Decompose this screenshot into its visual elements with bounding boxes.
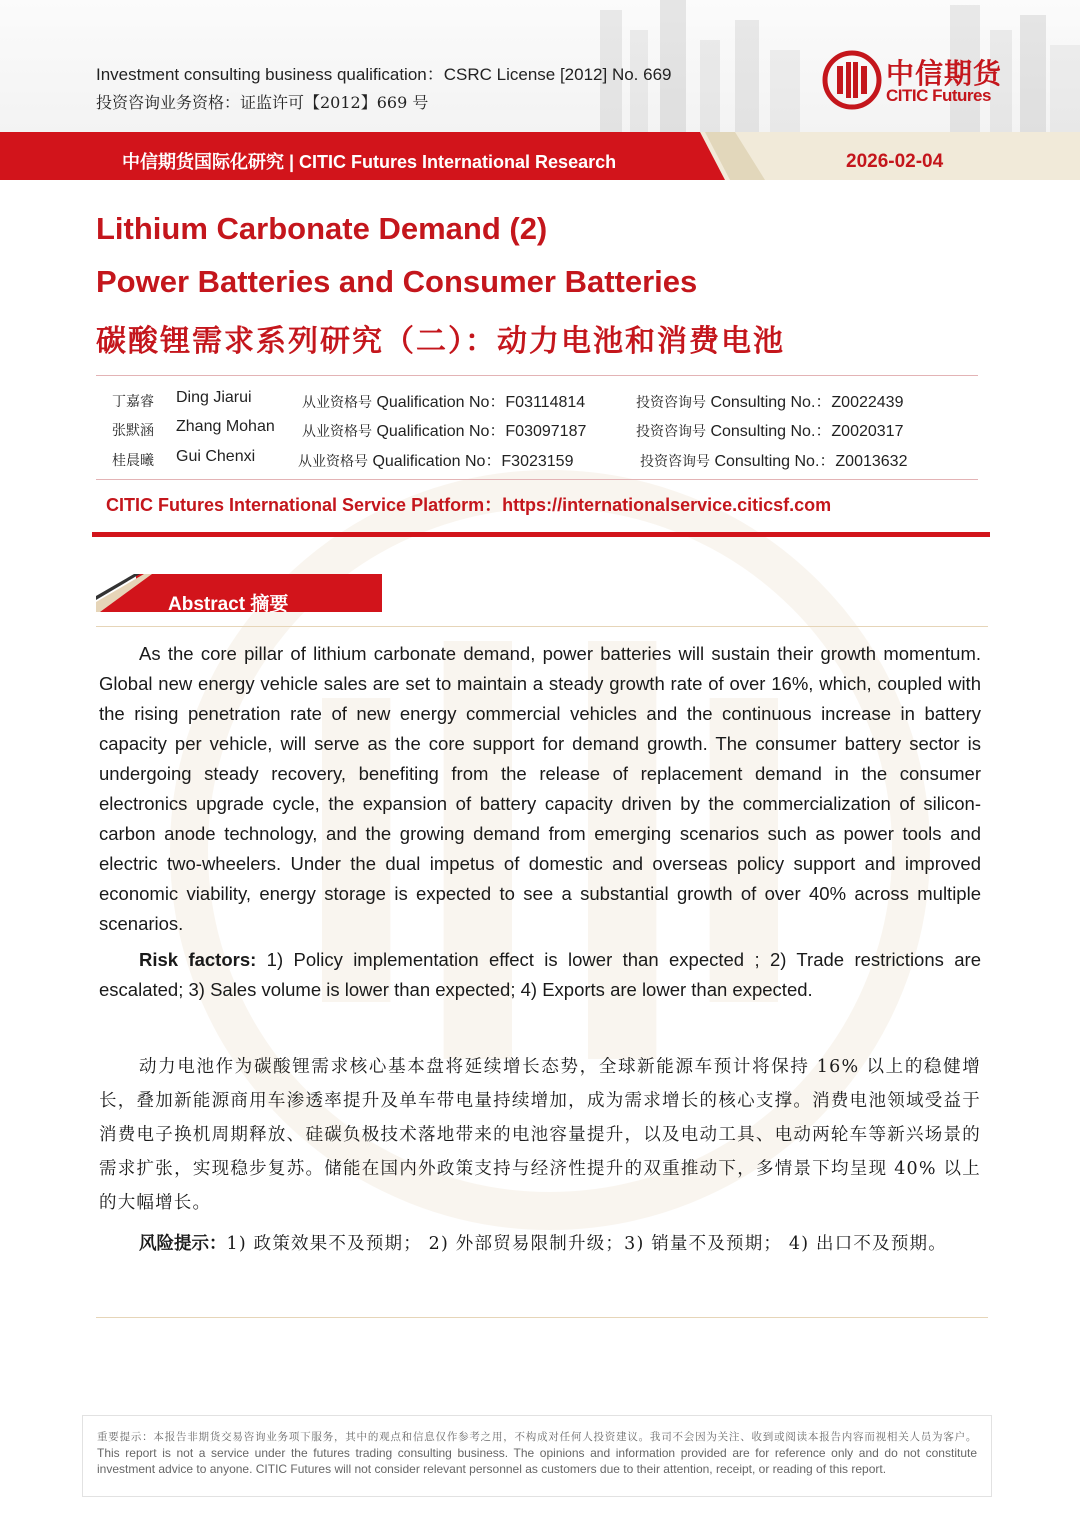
author-name-cn: 桂晨曦: [112, 453, 154, 469]
author-name-cn: 丁嘉睿: [112, 394, 154, 410]
report-title-cn: 碳酸锂需求系列研究（二）：动力电池和消费电池: [96, 324, 785, 359]
risk-label-en: Risk factors:: [139, 949, 257, 970]
report-title-line1: Lithium Carbonate Demand (2): [96, 211, 548, 246]
author-qualification: 从业资格号 Qualification No：F03097187: [302, 423, 587, 440]
section-divider: [92, 532, 990, 537]
author-consulting: 投资咨询号 Consulting No.：Z0022439: [636, 394, 904, 411]
disclaimer-box: [82, 1415, 992, 1497]
report-header: [0, 0, 1080, 132]
author-row: [0, 389, 1080, 413]
author-name-en: Ding Jiarui: [176, 389, 252, 406]
abstract-body-en: As the core pillar of lithium carbonate demand, power batteries will sustain their growth momentum. Global new energy vehicle sales are set to maintain a steady growth rate of over 16%, which, coupled with the rising penetration rate of new energy commercial vehicles and the continuous increase in battery capacity per vehicle, will serve as the core support for demand growth. The consumer battery sector is undergoing steady recovery, benefiting from the release of replacement demand in the consumer electronics upgrade cycle, the expansion of battery capacity driven by the commercialization of silicon-carbon anode technology, and the growing demand from emerging scenarios such as power tools and electric two-wheelers. Under the dual impetus of domestic and overseas policy support and improved economic viability, energy storage is expected to see a substantial growth of over 40% across multiple scenarios.: [99, 643, 981, 934]
author-row: [0, 418, 1080, 442]
service-platform-link[interactable]: CITIC Futures International Service Platform：https://internationalservice.citicsf.com: [106, 495, 832, 515]
abstract-body-cn: 动力电池作为碳酸锂需求核心基本盘将延续增长态势，全球新能源车预计将保持 16% 以上的稳健增长，叠加新能源商用车渗透率提升及单车带电量持续增加，成为需求增长的核心支撑。消费电池领域受益于消费电子换机周期释放、硅碳负极技术落地带来的电池容量提升，以及电动工具、电动两轮车等新兴场景的需求扩张，实现稳步复苏。储能在国内外政策支持与经济性提升的双重推动下，多情景下均呈现 40% 以上的大幅增长。: [99, 1057, 981, 1213]
citic-logo-icon: [822, 50, 882, 110]
report-date: 2026-02-04: [846, 151, 944, 172]
abstract-divider: [96, 626, 988, 627]
author-consulting: 投资咨询号 Consulting No.：Z0013632: [640, 453, 908, 470]
disclaimer-cn: 重要提示：本报告非期货交易咨询业务项下服务，其中的观点和信息仅作参考之用，不构成对任何人投资建议。我司不会因为关注、收到或阅读本报告内容而视相关人员为客户。: [97, 1431, 977, 1443]
risk-factors-en: [99, 945, 981, 1005]
qualification-en: Investment consulting business qualification：CSRC License [2012] No. 669: [96, 65, 672, 84]
author-qualification: 从业资格号 Qualification No：F3023159: [298, 453, 574, 470]
risk-factors-cn: [99, 1227, 981, 1261]
author-name-en: Zhang Mohan: [176, 418, 275, 435]
author-qualification: 从业资格号 Qualification No：F03114814: [302, 394, 586, 411]
risk-text-en: 1) Policy implementation effect is lower than expected ; 2) Trade restrictions are escalated; 3) Sales volume is lower than expected; 4) Exports are lower than expected.: [99, 949, 981, 1000]
abstract-heading: [96, 574, 382, 615]
author-name-cn: 张默涵: [112, 423, 154, 439]
risk-label-cn: 风险提示：: [139, 1234, 227, 1254]
qualification-cn: 投资咨询业务资格：证监许可【2012】669 号: [96, 93, 429, 112]
bottom-divider: [96, 1317, 988, 1318]
author-consulting: 投资咨询号 Consulting No.：Z0020317: [636, 423, 904, 440]
divider: [96, 479, 978, 480]
author-name-en: Gui Chenxi: [176, 448, 256, 465]
risk-text-cn: 1) 政策效果不及预期； 2) 外部贸易限制升级；3) 销量不及预期； 4) 出口不及预期。: [226, 1234, 947, 1254]
banner-label: 中信期货国际化研究 | CITIC Futures International Research: [122, 152, 617, 172]
citic-futures-logo: [822, 50, 1007, 112]
abstract-heading-label: Abstract 摘要: [168, 594, 289, 615]
logo-text-cn: 中信期货: [886, 57, 1003, 90]
divider: [96, 375, 978, 376]
disclaimer-en: This report is not a service under the futures trading consulting business. The opinions and information provided are for reference only and do not constitute investment advice to anyone. CITIC Futures will not consider relevant personnel as customers due to their attention, receipt, or reading of this report.: [97, 1446, 977, 1476]
heading-stripe-icon: [96, 574, 156, 612]
report-title-line2: Power Batteries and Consumer Batteries: [96, 264, 698, 299]
logo-text-en: CITIC Futures: [886, 86, 991, 105]
author-row: [0, 448, 1080, 472]
